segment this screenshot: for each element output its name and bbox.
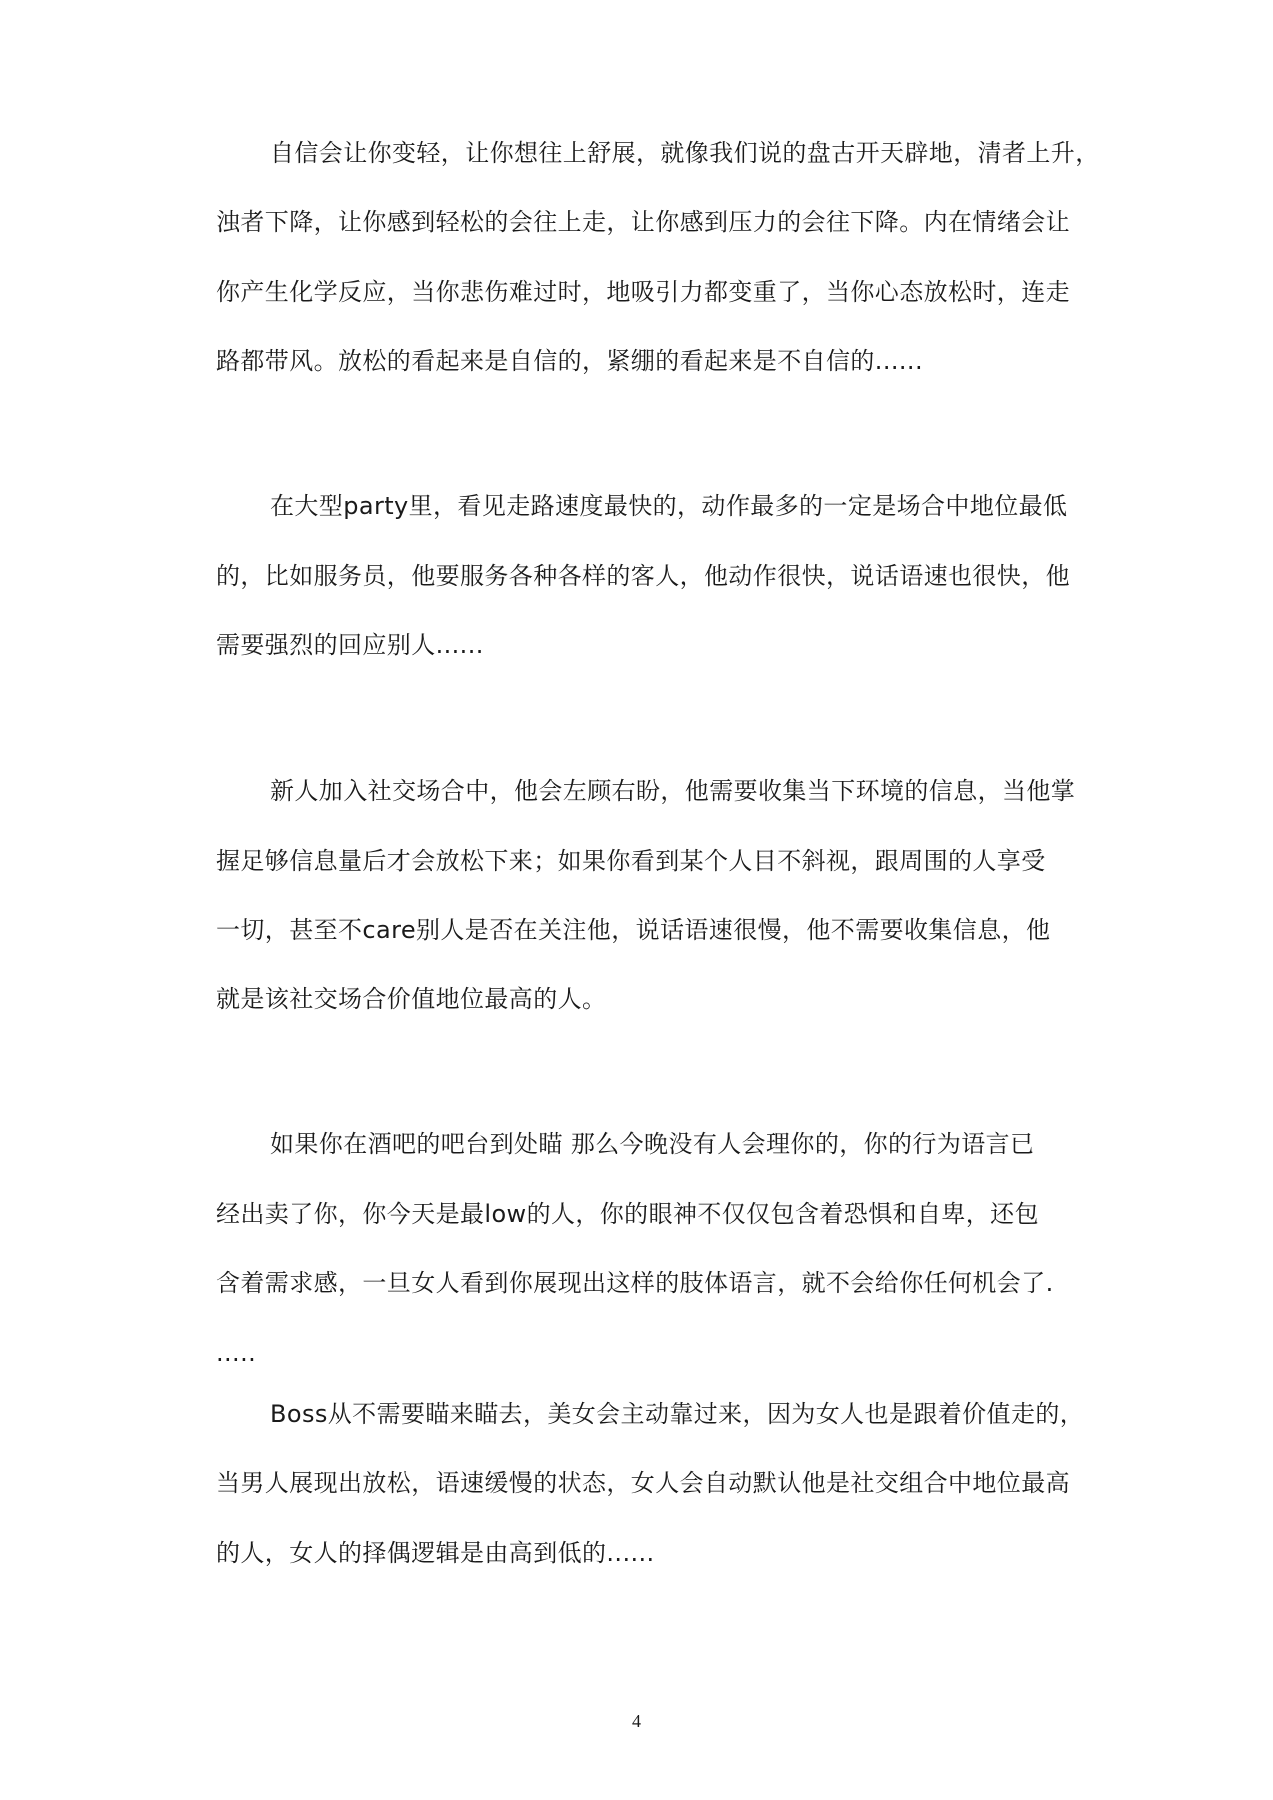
paragraph-5-line-2: 当男人展现出放松，语速缓慢的状态，女人会自动默认他是社交组合中地位最高 (216, 1469, 1070, 1497)
paragraph-4-line-2: 经出卖了你，你今天是最low的人，你的眼神不仅仅包含着恐惧和自卑，还包 (216, 1200, 1039, 1228)
paragraph-3-line-4: 就是该社交场合价值地位最高的人。 (216, 985, 607, 1013)
paragraph-4-line-3: 含着需求感，一旦女人看到你展现出这样的肢体语言，就不会给你任何机会了. (216, 1269, 1054, 1297)
paragraph-3-line-2: 握足够信息量后才会放松下来；如果你看到某个人目不斜视，跟周围的人享受 (216, 847, 1046, 875)
paragraph-2-line-1: 在大型party里，看见走路速度最快的，动作最多的一定是场合中地位最低 (270, 492, 1068, 520)
paragraph-5-line-3: 的人，女人的择偶逻辑是由高到低的...... (216, 1539, 655, 1567)
paragraph-4-line-1: 如果你在酒吧的吧台到处瞄 那么今晚没有人会理你的，你的行为语言已 (270, 1130, 1035, 1158)
paragraph-2-line-3: 需要强烈的回应别人...... (216, 631, 484, 659)
paragraph-2-line-2: 的，比如服务员，他要服务各种各样的客人，他动作很快，说话语速也很快，他 (216, 562, 1070, 590)
paragraph-4-line-4: ..... (216, 1339, 257, 1367)
paragraph-3-line-3: 一切，甚至不care别人是否在关注他，说话语速很慢，他不需要收集信息，他 (216, 916, 1051, 944)
paragraph-1-line-2: 浊者下降，让你感到轻松的会往上走，让你感到压力的会往下降。内在情绪会让 (216, 208, 1070, 236)
paragraph-3-line-1: 新人加入社交场合中，他会左顾右盼，他需要收集当下环境的信息，当他掌 (270, 777, 1076, 805)
paragraph-1-line-1: 自信会让你变轻，让你想往上舒展，就像我们说的盘古开天辟地，清者上升， (270, 139, 1100, 167)
paragraph-1-line-3: 你产生化学反应，当你悲伤难过时，地吸引力都变重了，当你心态放松时，连走 (216, 278, 1070, 306)
page-number: 4 (632, 1711, 641, 1731)
paragraph-1-line-4: 路都带风。放松的看起来是自信的，紧绷的看起来是不自信的...... (216, 347, 923, 375)
paragraph-5-line-1: Boss从不需要瞄来瞄去，美女会主动靠过来，因为女人也是跟着价值走的， (270, 1400, 1085, 1428)
